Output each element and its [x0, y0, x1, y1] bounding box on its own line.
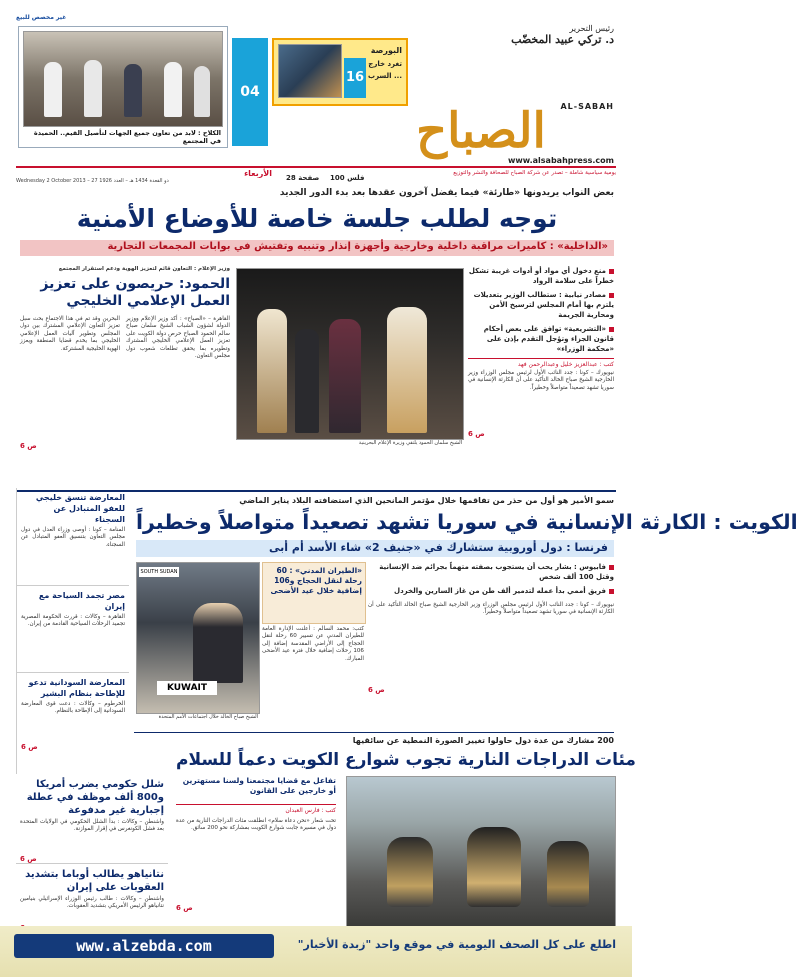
syria-right-col — [368, 562, 614, 712]
figure-shape — [547, 841, 589, 907]
figure-shape — [44, 62, 62, 117]
netanyahu-body: واشنطن – وكالات : طالب رئيس الوزراء الإسرائيلي بنيامين نتانياهو الرئيس الأمريكي بتشديد العقوبات. — [20, 896, 164, 910]
media-body-left: البحرين وقد تم في هذا الاجتماع بحث سبل تعزيز التعاون الإعلامي المشترك بين دول المجلس وتطوير آليات العمل الإعلامي الخليجي بما يخدم قضايا المنطقة ويعزز الهوية الخليجية المشتركة. — [20, 316, 120, 352]
left-bottom-col — [16, 778, 168, 928]
netanyahu-headline[interactable]: نتانياهو يطالب أوباما بتشديد العقوبات على إيران — [16, 863, 168, 894]
figure-shape — [193, 603, 243, 683]
lead-headline[interactable]: توجه لطلب جلسة خاصة للأوضاع الأمنية — [76, 204, 558, 233]
chief-editor-block — [456, 24, 614, 46]
syria-side-item-1[interactable] — [368, 562, 614, 582]
lead-bullet-2-text: مصادر نيابية : ستطالب الوزير بتعديلات يلتزم بها أمام المجلس لترسيخ الأمن ومحاربة الجريمة — [473, 291, 614, 319]
date-line: Wednesday 2 October 2013 – 27 ذو القعدة 1434 هـ – العدد 1926 — [16, 178, 169, 184]
bikes-headline[interactable]: مئات الدراجات النارية تجوب شوارع الكويت دعماً للسلام — [176, 750, 636, 770]
bullet-icon — [609, 327, 614, 332]
photo-sign: SOUTH SUDAN — [140, 569, 178, 575]
lead-bullet-3[interactable] — [468, 324, 614, 354]
media-kicker: وزير الإعلام : التعاون قائم لتعزيز الهوية ودعم استقرار المجتمع — [58, 266, 230, 272]
masthead-info-band — [16, 166, 616, 186]
footer-site-link[interactable]: www.alzebda.com — [14, 934, 274, 958]
bikes-body: تحت شعار «نحن دعاة سلام» انطلقت مئات الدراجات النارية من عدة دول في مسيرة جابت شوارع الكويت بمشاركة نحو 200 سائق. — [176, 818, 336, 832]
section-divider — [134, 732, 614, 733]
left-page-ref[interactable]: ص 6 — [21, 743, 38, 751]
photo-label: KUWAIT — [157, 681, 217, 695]
figure-shape — [387, 837, 433, 907]
media-headline[interactable]: الحمود: حريصون على تعزيز العمل الإعلامي الخليجي — [40, 276, 230, 309]
figure-shape — [257, 309, 287, 433]
figure-shape — [387, 307, 427, 433]
bikes-page-ref[interactable]: ص 6 — [176, 904, 193, 912]
day-label: الأربعاء — [244, 169, 272, 178]
syria-side-item-1-text: فابيوس : بشار يحب أن يستجوب بصفته متهماً بجرائم ضد الإنسانية وقتل 100 ألف شخص — [379, 563, 614, 581]
bikes-kicker: 200 مشارك من عدة دول حاولوا تغيير الصورة النمطية عن سائقيها — [352, 736, 614, 745]
us-page-ref[interactable]: ص 6 — [20, 855, 37, 863]
left-item-1-body: المنامة – كونا : أوصى وزراء العدل في دول مجلس التعاون بتنسيق العفو المتبادل عن السجناء. — [21, 527, 125, 548]
left-column — [16, 488, 129, 774]
footer-promo: اطلع على كل الصحف اليومية في موقع واحد "زبدة الأخبار" — [297, 938, 616, 951]
lead-bullet-3-text: «التشريعية» توافق على بعض أحكام قانون الجزاء وتؤجل التقدم بإذن على «محكمة الوزراء» — [483, 325, 614, 353]
bullet-icon — [609, 293, 614, 298]
figure-shape — [295, 329, 319, 433]
figure-shape — [84, 60, 102, 117]
left-item-2-title[interactable]: مصر تجمد السياحة مع إيران — [17, 585, 129, 612]
bikes-subhead[interactable]: تفاعل مع قضايا مجتمعنا ولسنا مستهترين أو خارجين على القانون — [182, 776, 336, 795]
left-item-3-body: الخرطوم – وكالات : دعت قوى المعارضة السودانية إلى الإطاحة بالنظام. — [21, 701, 125, 715]
bikes-byline: كتب : فارس العبدان — [176, 804, 336, 814]
syria-headline[interactable]: الكويت : الكارثة الإنسانية في سوريا تشهد تصعيداً متواصلاً وخطيراً — [136, 510, 798, 534]
syria-side-item-2[interactable] — [368, 586, 614, 596]
lead-subhead[interactable]: «الداخلية» : كاميرات مراقبة داخلية وخارجية وأجهزة إنذار وتنبيه وتفتيش في بوابات المجمعات التجارية — [107, 241, 608, 252]
figure-shape — [329, 319, 361, 433]
figure-shape — [194, 66, 210, 117]
chief-editor-name: د. تركي عبيد المخضّب — [511, 33, 614, 46]
lead-byline: كتب : عبدالعزيز خليل وعبدالرحمن فهد — [468, 358, 614, 368]
teaser-box-b-title: البورصة — [370, 46, 402, 55]
chief-editor-label: رئيس التحرير — [569, 24, 614, 33]
syria-body-right: نيويورك – كونا : جدد النائب الأول لرئيس مجلس الوزراء وزير الخارجية الشيخ صباح الخالد التأكيد على أن الكارثة الإنسانية في سوريا تشهد تصعيداً متواصلاً وخطيراً. — [368, 602, 614, 616]
lead-bullets-col — [468, 266, 614, 484]
teaser-box-a-page: 04 — [240, 84, 260, 100]
figure-shape — [164, 62, 182, 117]
us-body: واشنطن – وكالات : بدأ الشلل الحكومي في الولايات المتحدة بعد فشل الكونغرس في إقرار الموازنة. — [20, 819, 164, 833]
left-item-2-body: القاهرة – وكالات : قررت الحكومة المصرية تجميد الرحلات السياحية القادمة من إيران. — [21, 614, 125, 628]
teaser-box-b-sub2: ... السرب — [368, 72, 402, 80]
teaser-box-b[interactable] — [272, 38, 408, 106]
bikes-photo — [346, 776, 616, 928]
syria-photo — [136, 562, 260, 714]
bullet-icon — [609, 565, 614, 570]
figure-shape — [124, 64, 142, 117]
teaser-box-a[interactable] — [232, 38, 268, 146]
teaser-box-b-sub: تغرد خارج — [368, 60, 402, 68]
us-headline[interactable]: شلل حكومي يضرب أمريكا و800 ألف موظف في عطلة إجبارية غير مدفوعة — [26, 779, 164, 816]
lead-bullet-1[interactable] — [468, 266, 614, 286]
page-count: 28 صفحة — [286, 174, 320, 182]
figure-shape — [467, 827, 521, 907]
lead-body: نيويورك – كونا : جدد النائب الأول لرئيس مجلس الوزراء وزير الخارجية الشيخ صباح الخالد التأكيد على أن الكارثة الإنسانية في سوريا تشهد تصعيداً متواصلاً وخطيراً. — [468, 370, 614, 391]
logo-arabic: الصباح — [416, 103, 546, 159]
logo-latin: AL-SABAH — [560, 102, 614, 111]
media-body-right: القاهرة – «الصباح» : أكد وزير الإعلام ووزير الدولة لشؤون الشباب الشيخ سلمان صباح سالم الحمود الصباح حرص دولة الكويت على تعزيز العمل الإعلامي الخليجي المشترك وتطويره بما يحقق تطلعات شعوب دول مجلس التعاون. — [126, 316, 230, 360]
hajj-title: «الطيران المدني» : 60 رحلة لنقل الحجاج و106 إضافية خلال عيد الأضحى — [270, 566, 362, 595]
left-item-3-title[interactable]: المعارضة السودانية تدعو للإطاحة بنظام البشير — [17, 672, 129, 699]
not-for-sale-label: غير مخصص للبيع — [16, 14, 67, 21]
website-url[interactable]: www.alsabahpress.com — [507, 156, 614, 165]
syria-body-mid: كتب: محمد السالم : أعلنت الإدارة العامة للطيران المدني عن تسيير 60 رحلة لنقل الحجاج إلى الأراضي المقدسة إضافة إلى 106 رحلات إضافية خلال فترة عيد الأضحى المبارك. — [262, 626, 364, 662]
footer-band — [0, 926, 632, 977]
teaser-photo-box — [18, 26, 228, 148]
lead-bullet-1-text: منع دخول أي مواد أو أدوات غريبة تشكل خطراً على سلامة الرواد — [468, 267, 614, 285]
syria-kicker: سمو الأمير هو أول من حذر من تفاقمها خلال مؤتمر المانحين الذي استضافته البلاد يناير الماضي — [239, 496, 614, 505]
newspaper-page — [16, 14, 798, 924]
syria-subhead[interactable]: فرنسا : دول أوروبية ستشارك في «جنيف 2» شاء الأسد أم أبى — [269, 541, 608, 554]
lead-kicker: بعض النواب يريدونها «طارئة» فيما يفضل آخرون عقدها بعد بدء الدور الجديد — [279, 188, 614, 198]
teaser-caption: الكلاح : لابد من تعاون جميع الجهات لتأصيل القيم.. الحميدة في المجتمع — [33, 129, 221, 145]
media-page-ref[interactable]: ص 6 — [20, 442, 37, 450]
syria-page-ref[interactable]: ص 6 — [368, 686, 385, 694]
bullet-icon — [609, 269, 614, 274]
syria-photo-caption: الشيخ صباح الخالد خلال اجتماعات الأمم المتحدة — [158, 714, 258, 720]
price: 100 فلس — [330, 174, 365, 182]
syria-side-item-2-text: فريق أممي بدأ عمله لتدمير ألف طن من غاز السارين والخردل — [394, 587, 606, 595]
lead-subhead-band — [20, 240, 614, 256]
lead-page-ref[interactable]: ص 6 — [468, 430, 485, 438]
teaser-box-b-page: 16 — [344, 58, 366, 98]
masthead-strip — [16, 14, 616, 20]
teaser-box-b-photo — [278, 44, 342, 98]
bullet-icon — [609, 589, 614, 594]
lead-bullet-2[interactable] — [468, 290, 614, 320]
teaser-photo — [23, 31, 223, 127]
tagline: يومية سياسية شاملة – تصدر عن شركة الصباح للصحافة والنشر والتوزيع — [453, 170, 616, 176]
media-photo — [236, 268, 464, 440]
media-photo-caption: الشيخ سلمان الحمود يلتقي وزيرة الإعلام البحرينية — [358, 440, 462, 446]
syria-subhead-band — [136, 540, 614, 557]
hajj-box[interactable] — [262, 562, 366, 624]
left-item-1-title[interactable]: المعارضة تنسق خليجي للعفو المتبادل عن السجناء — [35, 493, 125, 524]
